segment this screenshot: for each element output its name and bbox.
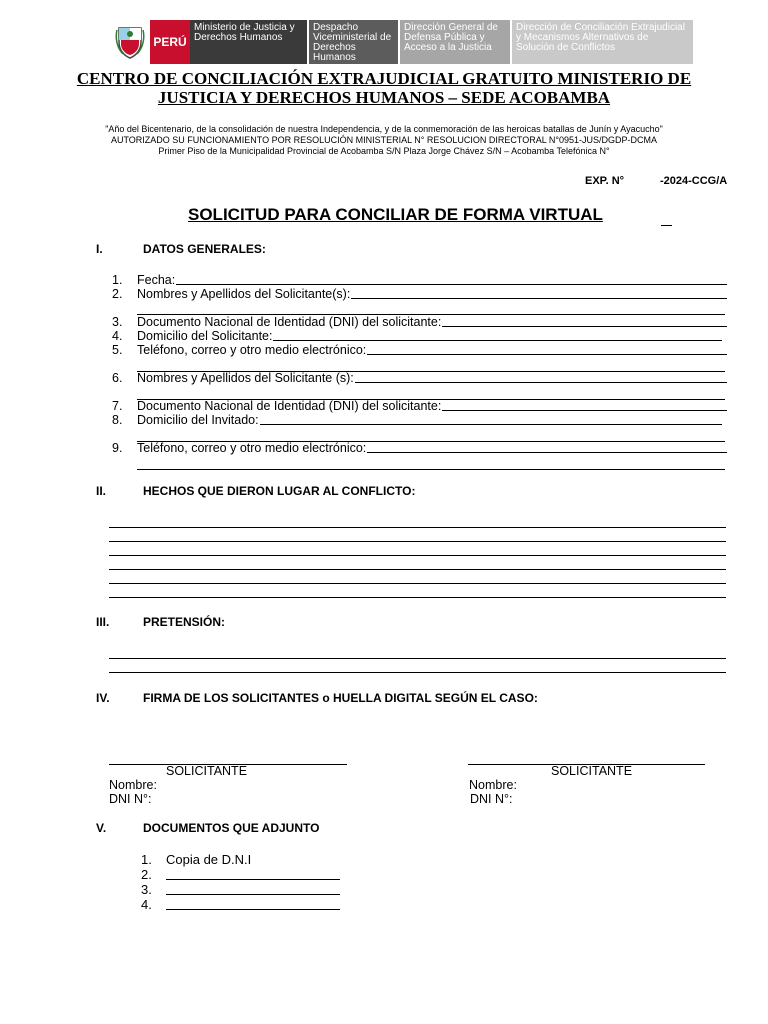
document-input-line[interactable]	[166, 867, 340, 880]
document-input-line[interactable]	[166, 897, 340, 910]
applicant-name-input-line[interactable]	[351, 287, 727, 299]
section-number: II.	[96, 484, 107, 498]
section-title: FIRMA DE LOS SOLICITANTES o HUELLA DIGITAL SEGÚN EL CASO:	[143, 691, 538, 705]
banner-direction-general: Dirección General de Defensa Pública y Acceso a la Justicia	[400, 20, 510, 64]
field-applicant-name[interactable]: 2. Nombres y Apellidos del Solicitante(s):	[112, 287, 727, 301]
document-label: Copia de D.N.I	[166, 852, 252, 867]
facts-line[interactable]	[109, 597, 726, 598]
center-title-line-2: JUSTICIA Y DERECHOS HUMANOS – SEDE ACOBAMBA	[157, 88, 611, 107]
section-title: HECHOS QUE DIERON LUGAR AL CONFLICTO:	[143, 484, 416, 498]
signature-dni-right: DNI N°:	[470, 792, 513, 806]
document-item[interactable]: 2.	[141, 867, 340, 882]
signature-role-left: SOLICITANTE	[166, 764, 248, 778]
document-item[interactable]: 4.	[141, 897, 340, 912]
facts-line[interactable]	[109, 569, 726, 570]
field-date[interactable]: 1. Fecha:	[112, 273, 727, 287]
banner-vice-ministry: Despacho Viceministerial de Derechos Humanos	[309, 20, 398, 64]
invited-contact-extra-line[interactable]	[137, 469, 725, 470]
applicant-dni-input-line[interactable]	[442, 315, 727, 327]
banner-ministry: Ministerio de Justicia y Derechos Humanos	[190, 20, 307, 64]
applicant-name-2-input-line[interactable]	[355, 371, 727, 383]
signature-dni-left: DNI N°:	[109, 792, 152, 806]
address-line: Primer Piso de la Municipalidad Provincial de Acobamba S/N Plaza Jorge Chávez S/N – Acobamba Telefónica N°	[158, 146, 610, 156]
field-applicant-dni-2[interactable]: 7. Documento Nacional de Identidad (DNI) del solicitante:	[112, 399, 727, 413]
section-number: IV.	[96, 691, 110, 705]
document-item[interactable]: 3.	[141, 882, 340, 897]
authorization-line: AUTORIZADO SU FUNCIONAMIENTO POR RESOLUCIÓN MINISTERIAL N° RESOLUCION DIRECTORAL N°0951-JUS/DGDP-DCMA	[110, 135, 658, 145]
section-number: III.	[96, 615, 110, 629]
document-input-line[interactable]	[166, 882, 340, 895]
facts-line[interactable]	[109, 541, 726, 542]
field-applicant-contact[interactable]: 5. Teléfono, correo y otro medio electrónico:	[112, 343, 727, 357]
signature-name-right: Nombre:	[469, 778, 517, 792]
field-invited-address[interactable]: 8. Domicilio del Invitado:	[112, 413, 722, 427]
claim-line[interactable]	[109, 658, 726, 659]
facts-line[interactable]	[109, 583, 726, 584]
section-number: V.	[96, 821, 107, 835]
claim-line[interactable]	[109, 672, 726, 673]
center-title	[60, 69, 708, 107]
field-invited-contact[interactable]: 9. Teléfono, correo y otro medio electrónico:	[112, 441, 727, 455]
peru-logo: PERÚ	[150, 20, 190, 64]
exp-label: EXP. N°	[585, 175, 625, 187]
form-title-underline-tail	[661, 225, 672, 226]
section-title: DOCUMENTOS QUE ADJUNTO	[143, 821, 320, 835]
coat-of-arms-icon	[110, 20, 150, 64]
exp-number: -2024-CCG/A	[660, 175, 728, 187]
center-title-line-1: CENTRO DE CONCILIACIÓN EXTRAJUDICIAL GRATUITO MINISTERIO DE	[76, 69, 692, 88]
facts-line[interactable]	[109, 555, 726, 556]
banner-direction-conciliation: Dirección de Conciliación Extrajudicial y Mecanismos Alternativos de Solución de Conflictos	[512, 20, 693, 64]
applicant-dni-2-input-line[interactable]	[442, 399, 727, 411]
document-item: 1. Copia de D.N.I	[141, 852, 252, 867]
signature-name-left: Nombre:	[109, 778, 157, 792]
field-applicant-name-2[interactable]: 6. Nombres y Apellidos del Solicitante (s):	[112, 371, 727, 385]
applicant-address-input-line[interactable]	[273, 329, 722, 341]
invited-address-input-line[interactable]	[260, 413, 722, 425]
header-banner	[110, 20, 695, 64]
date-input-line[interactable]	[176, 273, 727, 285]
form-title: SOLICITUD PARA CONCILIAR DE FORMA VIRTUAL	[188, 205, 603, 224]
year-motto: "Año del Bicentenario, de la consolidación de nuestra Independencia, y de la conmemoración de las heroicas batallas de Junín y Ayacucho"	[105, 124, 663, 134]
section-number: I.	[96, 242, 103, 256]
section-title: PRETENSIÓN:	[143, 615, 226, 629]
field-applicant-address[interactable]: 4. Domicilio del Solicitante:	[112, 329, 722, 343]
facts-line[interactable]	[109, 527, 726, 528]
invited-contact-input-line[interactable]	[367, 441, 727, 453]
field-applicant-dni[interactable]: 3. Documento Nacional de Identidad (DNI) del solicitante:	[112, 315, 727, 329]
section-title: DATOS GENERALES:	[143, 242, 266, 256]
applicant-contact-input-line[interactable]	[367, 343, 727, 355]
signature-role-right: SOLICITANTE	[551, 764, 633, 778]
